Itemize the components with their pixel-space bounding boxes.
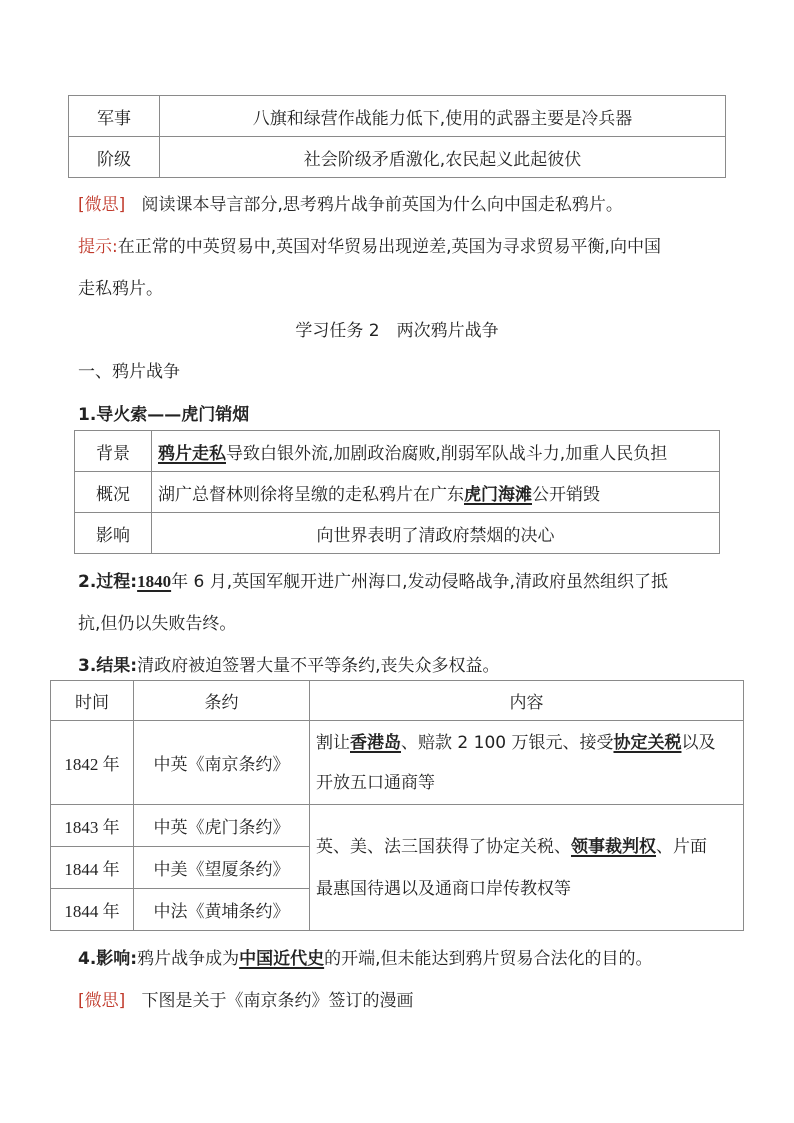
heading-number: 2. <box>78 572 97 592</box>
content-text: 的开端,但未能达到鸦片贸易合法化的目的。 <box>324 949 653 969</box>
underlined-term: 协定关税 <box>613 732 682 753</box>
tip-text: 在正常的中英贸易中,英国对华贸易出现逆差,英国为寻求贸易平衡,向中国 <box>117 237 661 257</box>
heading-2-line-2: 抗,但仍以失败告终。 <box>78 614 237 634</box>
underlined-term: 1840 <box>137 572 172 591</box>
year-cell: 1843 年 <box>51 805 134 847</box>
weisi-tag: [微思] <box>78 991 126 1011</box>
heading-title: 过程: <box>96 572 138 592</box>
treaty-cell: 中英《南京条约》 <box>134 721 310 805</box>
tip-line-1 <box>78 232 661 257</box>
header-cell: 时间 <box>51 681 134 721</box>
weisi-tag: [微思] <box>78 195 126 215</box>
content-text: 年 6 月,英国军舰开进广州海口,发动侵略战争,清政府虽然组织了抵 <box>171 572 668 592</box>
underlined-term: 鸦片走私 <box>158 443 226 464</box>
heading-number: 3. <box>78 656 97 676</box>
weisi-text: 阅读课本导言部分,思考鸦片战争前英国为什么向中国走私鸦片。 <box>141 195 623 215</box>
task-title: 学习任务 2 两次鸦片战争 <box>295 321 499 341</box>
treaties-table <box>50 680 744 931</box>
humen-table <box>74 430 720 554</box>
social-crisis-table <box>68 95 726 178</box>
row-content: 向世界表明了清政府禁烟的决心 <box>152 513 720 554</box>
heading-1 <box>78 400 249 425</box>
weisi-question-1 <box>78 190 623 215</box>
heading-title: 影响: <box>96 949 138 969</box>
underlined-term: 虎门海滩 <box>464 484 532 505</box>
tip-line-2: 走私鸦片。 <box>78 279 163 299</box>
underlined-term: 香港岛 <box>350 732 401 753</box>
heading-title: 导火索——虎门销烟 <box>96 405 250 425</box>
heading-title: 结果: <box>96 656 138 676</box>
heading-2-line-1 <box>78 567 668 592</box>
section-heading: 一、鸦片战争 <box>78 362 180 382</box>
weisi-text: 下图是关于《南京条约》签订的漫画 <box>141 991 414 1011</box>
content-text: 导致白银外流,加剧政治腐败,削弱军队战斗力,加重人民负担 <box>226 443 668 464</box>
treaty-cell: 中英《虎门条约》 <box>134 805 310 847</box>
content-text: 鸦片战争成为 <box>137 949 240 969</box>
row-content <box>152 472 720 513</box>
year-cell: 1844 年 <box>51 847 134 889</box>
header-cell: 条约 <box>134 681 310 721</box>
row-label: 背景 <box>75 431 152 472</box>
underlined-term: 中国近代史 <box>239 949 325 969</box>
content-cell: 英、美、法三国获得了协定关税、领事裁判权、片面 最惠国待遇以及通商口岸传教权等 <box>310 805 744 931</box>
heading-number: 4. <box>78 949 97 969</box>
content-text: 公开销毁 <box>532 484 600 505</box>
row-content <box>152 431 720 472</box>
heading-3 <box>78 651 500 676</box>
row-content: 八旗和绿营作战能力低下,使用的武器主要是冷兵器 <box>160 96 726 137</box>
weisi-question-2 <box>78 986 413 1011</box>
header-cell: 内容 <box>310 681 744 721</box>
row-label: 概况 <box>75 472 152 513</box>
tip-tag: 提示: <box>78 237 118 257</box>
treaty-cell: 中法《黄埔条约》 <box>134 889 310 931</box>
row-content: 社会阶级矛盾激化,农民起义此起彼伏 <box>160 137 726 178</box>
content-text: 清政府被迫签署大量不平等条约,丧失众多权益。 <box>137 656 500 676</box>
heading-4 <box>78 944 653 969</box>
row-label: 影响 <box>75 513 152 554</box>
row-label: 军事 <box>69 96 160 137</box>
year-cell: 1844 年 <box>51 889 134 931</box>
year-cell: 1842 年 <box>51 721 134 805</box>
treaty-cell: 中美《望厦条约》 <box>134 847 310 889</box>
content-cell: 割让香港岛、赔款 2 100 万银元、接受协定关税以及 开放五口通商等 <box>310 721 744 805</box>
underlined-term: 领事裁判权 <box>571 836 656 857</box>
heading-number: 1. <box>78 405 97 425</box>
row-label: 阶级 <box>69 137 160 178</box>
content-text: 湖广总督林则徐将呈缴的走私鸦片在广东 <box>158 484 464 505</box>
